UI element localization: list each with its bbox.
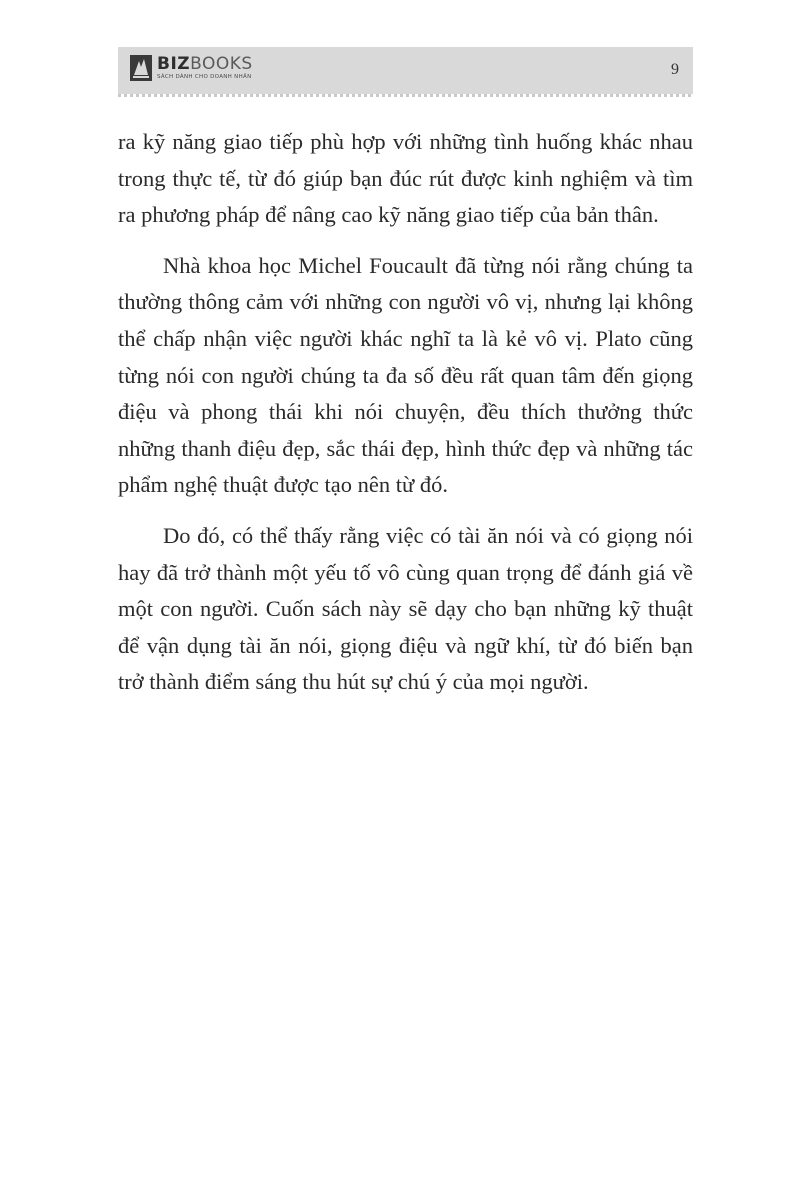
running-header [118, 47, 693, 94]
paragraph-2: Nhà khoa học Michel Foucault đã từng nói rằng chúng ta thường thông cảm với những con người vô vị, nhưng lại không thể chấp nhận việc người khác nghĩ ta là kẻ vô vị. Plato cũng từng nói con người chúng ta đa số đều rất quan tâm đến giọng điệu và phong thái khi nói chuyện, đều thích thưởng thức những thanh điệu đẹp, sắc thái đẹp, hình thức đẹp và những tác phẩm nghệ thuật được tạo nên từ đó. [118, 252, 693, 498]
paragraph-1: ra kỹ năng giao tiếp phù hợp với những tình huống khác nhau trong thực tế, từ đó giúp bạn đúc rút được kinh nghiệm và tìm ra phương pháp để nâng cao kỹ năng giao tiếp của bản thân. [118, 129, 693, 228]
bizbooks-logo-icon [130, 55, 152, 81]
paragraph-3: Do đó, có thể thấy rằng việc có tài ăn nói và có giọng nói hay đã trở thành một yếu tố vô cùng quan trọng để đánh giá về một con người. Cuốn sách này sẽ dạy cho bạn những kỹ thuật để vận dụng tài ăn nói, giọng điệu và ngữ khí, từ đó biến bạn trở thành điểm sáng thu hút sự chú ý của mọi người. [118, 522, 693, 695]
brand-name [157, 53, 253, 74]
logo-text [157, 53, 253, 81]
publisher-logo [130, 55, 253, 81]
page-body [118, 124, 693, 715]
brand-secondary: BOOKS [190, 53, 253, 74]
brand-tagline: SÁCH DÀNH CHO DOANH NHÂN [157, 73, 252, 80]
brand-primary: BIZ [157, 53, 191, 74]
page-number: 9 [671, 61, 679, 78]
